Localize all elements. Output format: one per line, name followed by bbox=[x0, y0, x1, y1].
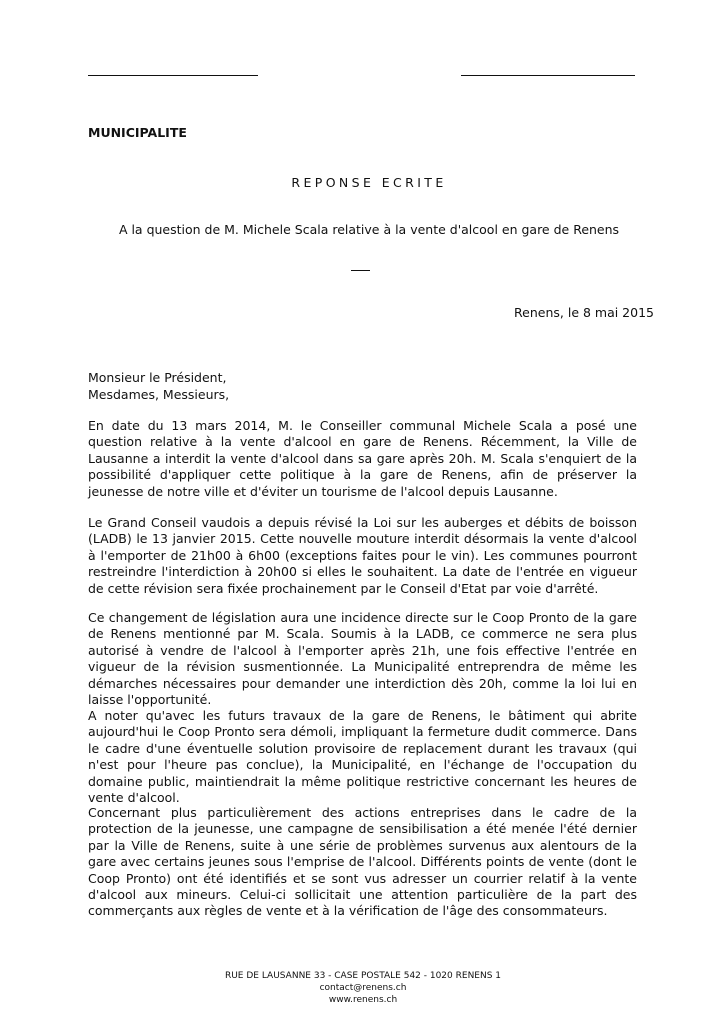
paragraph-3: Ce changement de législation aura une incidence directe sur le Coop Pronto de la gare de Renens mentionné par M. Scala. Soumis à la LADB, ce commerce ne sera plus autorisé à vendre de l'alcool à l'emporter après 21h, une fois effective l'entrée en vigueur de la révision susmentionnée. La Municipalité entreprendra de même les démarches nécessaires pour demander une interdiction dès 20h, comme la loi lui en laisse l'opportunité. bbox=[88, 610, 637, 708]
page-footer bbox=[0, 970, 724, 1006]
salutation-line-1: Monsieur le Président, bbox=[88, 370, 227, 385]
footer-email[interactable]: contact@renens.ch bbox=[319, 983, 407, 993]
municipality-heading: MUNICIPALITE bbox=[88, 125, 187, 140]
document-subtitle: A la question de M. Michele Scala relative à la vente d'alcool en gare de Renens bbox=[118, 222, 620, 237]
document-title: REPONSE ECRITE bbox=[291, 175, 447, 190]
salutation-line-2: Mesdames, Messieurs, bbox=[88, 386, 230, 402]
footer-address: RUE DE LAUSANNE 33 - CASE POSTALE 542 - 1020 RENENS 1 bbox=[224, 971, 502, 981]
salutation bbox=[88, 370, 229, 403]
paragraph-2: Le Grand Conseil vaudois a depuis révisé la Loi sur les auberges et débits de boisson (LADB) le 13 janvier 2015. Cette nouvelle mouture interdit désormais la vente d'alcool à l'emporter de 21h00 à 6h00 (exceptions faites pour le vin). Les communes pourront restreindre l'interdiction à 20h00 si elles le souhaitent. La date de l'entrée en vigueur de cette révision sera fixée prochainement par le Conseil d'Etat par voie d'arrêté. bbox=[88, 515, 637, 596]
letter-date: Renens, le 8 mai 2015 bbox=[514, 305, 654, 320]
paragraph-1: En date du 13 mars 2014, M. le Conseiller communal Michele Scala a posé une question relative à la vente d'alcool en gare de Renens. Récemment, la Ville de Lausanne a interdit la vente d'alcool dans sa gare après 20h. M. Scala s'enquiert de la possibilité d'appliquer cette politique à la gare de Renens, afin de préserver la jeunesse de notre ville et d'éviter un tourisme de l'alcool depuis Lausanne. bbox=[88, 418, 637, 499]
footer-website[interactable]: www.renens.ch bbox=[328, 995, 398, 1005]
separator-rule bbox=[351, 270, 370, 271]
top-left-rule bbox=[88, 75, 258, 76]
top-right-rule bbox=[461, 75, 635, 76]
paragraph-5: Concernant plus particulièrement des actions entreprises dans le cadre de la protection de la jeunesse, une campagne de sensibilisation a été menée l'été dernier par la Ville de Renens, suite à une série de problèmes survenus aux alentours de la gare avec certains jeunes sous l'emprise de l'alcool. Différents points de vente (dont le Coop Pronto) ont été identifiés et se sont vus adresser un courrier relatif à la vente d'alcool aux mineurs. Celui-ci sollicitait une attention particulière de la part des commerçants aux règles de vente et à la vérification de l'âge des consommateurs. bbox=[88, 805, 637, 919]
paragraph-4: A noter qu'avec les futurs travaux de la gare de Renens, le bâtiment qui abrite aujourd'hui le Coop Pronto sera démoli, impliquant la fermeture dudit commerce. Dans le cadre d'une éventuelle solution provisoire de replacement durant les travaux (qui n'est pour l'heure pas conclue), la Municipalité, en l'échange de l'occupation du domaine public, maintiendrait la même politique restrictive concernant les heures de vente d'alcool. bbox=[88, 708, 637, 806]
